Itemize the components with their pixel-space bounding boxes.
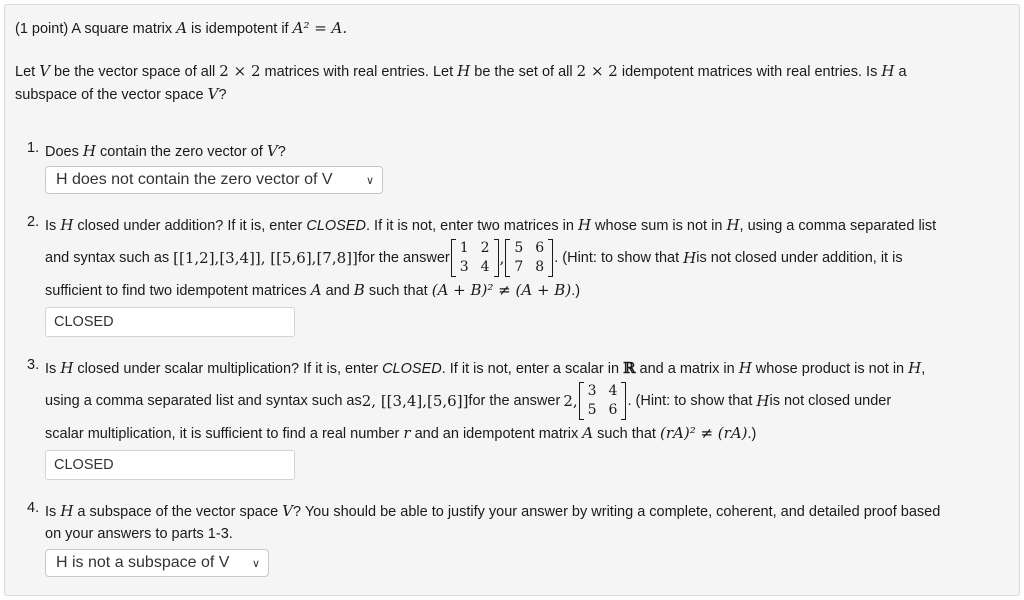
question-3: 3. Is H closed under scalar multiplication? If it is, enter CLOSED. If it is not, enter a scalar in ℝ and a matrix in H whose product is not in H, using a comma separated list and syntax such as 2, [[3,4],[5,6]] for the answer 2, 3 4 5 6 . (Hint: to show that H is not closed under scalar multiplication, it is sufficient to find a real number r and an idempotent matrix A such that (rA)² ≠ (rA).) CLOSED: [27, 357, 1012, 480]
chevron-down-icon: ∨: [251, 557, 260, 570]
problem-panel: [4, 4, 1020, 596]
q3-answer-input[interactable]: CLOSED: [45, 450, 295, 480]
question-1: 1. Does H contain the zero vector of V? H does not contain the zero vector of V ∨: [27, 140, 1012, 194]
setup-paragraph: Let V be the vector space of all 2 × 2 matrices with real entries. Let H be the set of all 2 × 2 idempotent matrices with real entries. Is H a subspace of the vector space V?: [15, 62, 907, 103]
example-matrix-3: 3 4 5 6: [579, 382, 627, 420]
q1-answer-select[interactable]: H does not contain the zero vector of V ∨: [45, 166, 383, 194]
q2-syntax-line: and syntax such as [[1,2],[3,4]], [[5,6],[7,8]] for the answer 1 2 3 4 , 5 6 7 8 . (Hint: to show that H is not closed under addition, it is: [45, 240, 903, 275]
example-matrix-2: 5 6 7 8: [505, 239, 553, 277]
question-4: 4. Is H a subspace of the vector space V? You should be able to justify your answer by writing a complete, coherent, and detailed proof based on your answers to parts 1-3. H is not a subspace of V ∨: [27, 500, 1012, 577]
q4-answer-select[interactable]: H is not a subspace of V ∨: [45, 549, 269, 577]
intro-line: (1 point) A square matrix A is idempotent if A² = A.: [15, 19, 348, 37]
q3-syntax-line: using a comma separated list and syntax such as 2, [[3,4],[5,6]] for the answer 2, 3 4 5 6 . (Hint: to show that H is not closed under: [45, 383, 892, 418]
q2-answer-input[interactable]: CLOSED: [45, 307, 295, 337]
question-2: 2. Is H closed under addition? If it is, enter CLOSED. If it is not, enter two matrices in H whose sum is not in H, using a comma separated list and syntax such as [[1,2],[3,4]], [[5,6],[7,8]] for the answer 1 2 3 4 , 5 6 7 8 . (Hint: to show that H is not closed under addition, it is sufficient to find two idempotent matrices A and B such that (A + B)² ≠ (A + B).) CLOSED: [27, 214, 1012, 337]
example-matrix-1: 1 2 3 4: [451, 239, 499, 277]
chevron-down-icon: ∨: [365, 174, 374, 187]
